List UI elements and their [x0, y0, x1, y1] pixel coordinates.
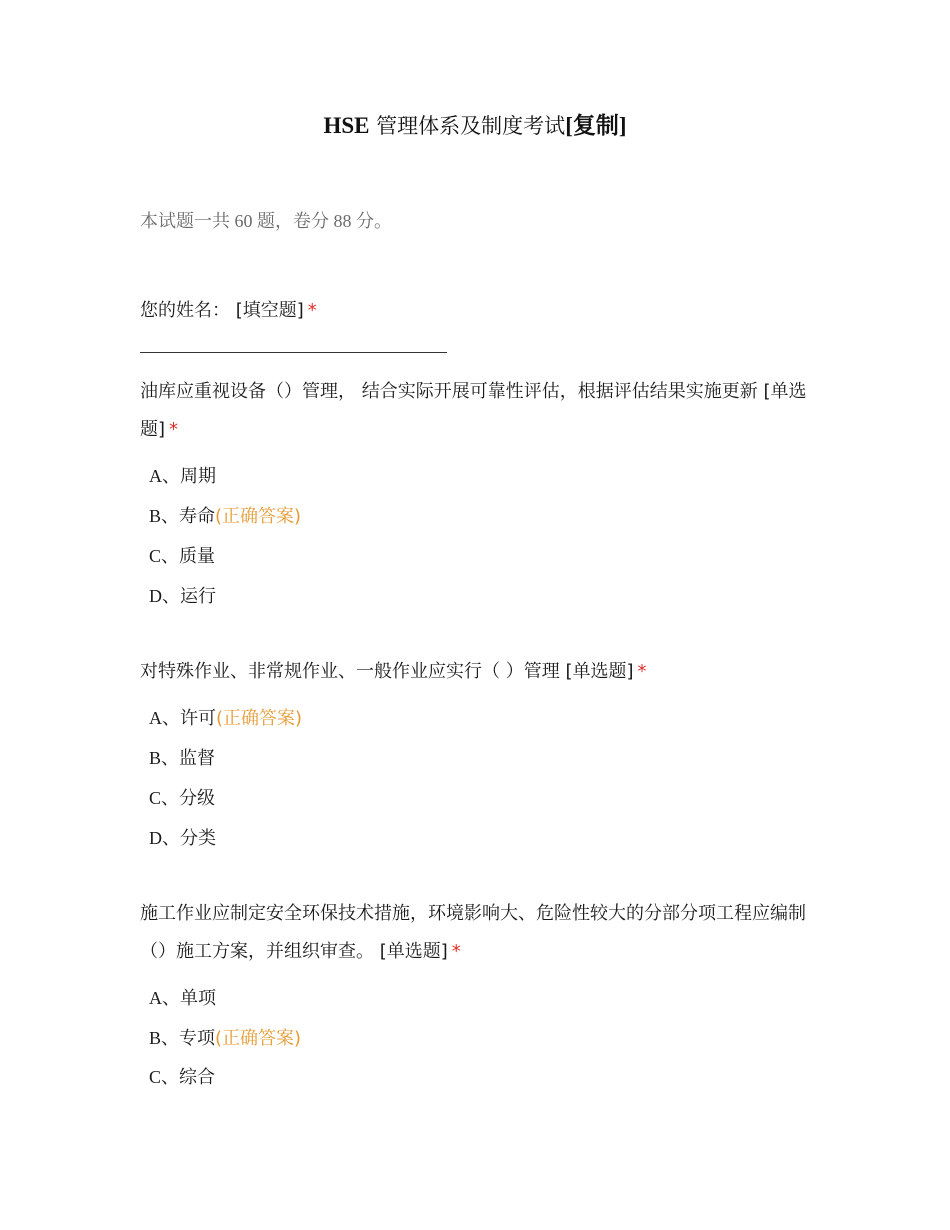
required-mark: *: [451, 941, 461, 962]
question-2-option-b[interactable]: [149, 503, 301, 530]
required-mark: *: [637, 661, 647, 682]
question-4-option-c[interactable]: [149, 1064, 215, 1091]
question-4-option-a[interactable]: [149, 985, 216, 1012]
option-label: 分级: [179, 788, 216, 809]
option-letter: C、: [149, 1067, 180, 1087]
question-3-text: 对特殊作业、非常规作业、一般作业应实行（ ）管理: [140, 661, 560, 682]
title-main: 管理体系及制度考试: [369, 114, 566, 138]
option-label: 专项: [179, 1028, 216, 1049]
question-3-option-d[interactable]: [149, 825, 216, 852]
question-2: [140, 373, 820, 449]
option-label: 运行: [180, 586, 216, 607]
option-letter: B、: [149, 1028, 180, 1048]
question-4-option-b[interactable]: [149, 1025, 301, 1052]
question-2-option-d[interactable]: [149, 583, 216, 610]
required-mark: *: [169, 419, 179, 440]
question-1-type: [填空题]: [235, 300, 304, 321]
option-label: 分类: [180, 828, 216, 849]
question-2-option-c[interactable]: [149, 543, 215, 570]
correct-answer-tag: (正确答案): [215, 1028, 302, 1049]
question-4-text: 施工作业应制定安全环保技术措施，环境影响大、危险性较大的分部分项工程应编制（）施工方案，并组织审查。: [140, 903, 806, 962]
correct-answer-tag: (正确答案): [215, 506, 302, 527]
question-2-option-a[interactable]: [149, 463, 216, 490]
page-title: [0, 110, 950, 142]
title-latin: HSE: [323, 113, 370, 138]
intro-text: 本试题一共 60 题，卷分 88 分。: [140, 211, 392, 231]
option-label: 监督: [179, 748, 216, 769]
option-letter: D、: [149, 586, 180, 606]
question-3: [140, 653, 820, 691]
option-letter: A、: [149, 708, 180, 728]
option-letter: D、: [149, 828, 180, 848]
question-1: [140, 292, 820, 330]
question-3-option-b[interactable]: [149, 745, 215, 772]
option-letter: C、: [149, 546, 180, 566]
option-label: 单项: [180, 988, 216, 1009]
option-label: 寿命: [179, 506, 216, 527]
correct-answer-tag: (正确答案): [216, 708, 303, 729]
name-answer-blank[interactable]: [140, 352, 447, 353]
question-2-type: [单选题]: [140, 381, 807, 440]
option-letter: C、: [149, 788, 180, 808]
question-1-text: 您的姓名：: [140, 300, 230, 321]
question-4-type: [单选题]: [379, 941, 448, 962]
option-label: 质量: [179, 546, 216, 567]
option-letter: B、: [149, 748, 180, 768]
question-3-option-a[interactable]: [149, 705, 302, 732]
question-3-option-c[interactable]: [149, 785, 215, 812]
title-suffix: [复制]: [565, 113, 627, 138]
option-label: 综合: [179, 1067, 216, 1088]
question-2-text: 油库应重视设备（）管理， 结合实际开展可靠性评估，根据评估结果实施更新: [140, 381, 758, 402]
option-letter: A、: [149, 466, 180, 486]
question-4: [140, 895, 820, 971]
required-mark: *: [307, 300, 317, 321]
option-letter: A、: [149, 988, 180, 1008]
question-3-type: [单选题]: [565, 661, 634, 682]
option-label: 周期: [180, 466, 216, 487]
option-letter: B、: [149, 506, 180, 526]
option-label: 许可: [180, 708, 216, 729]
